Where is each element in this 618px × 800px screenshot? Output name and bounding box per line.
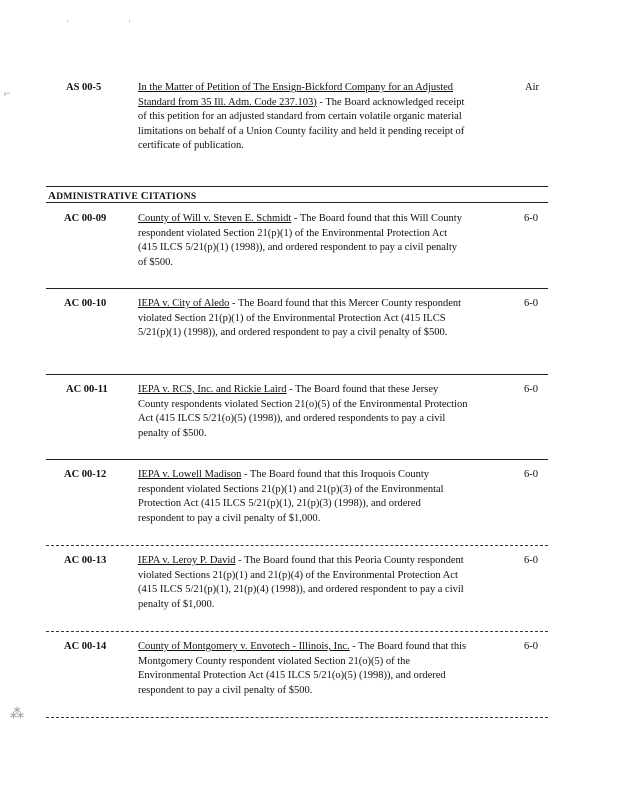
docket-number: AC 00-12 <box>64 469 107 480</box>
docket-number: AC 00-11 <box>66 384 108 395</box>
entry-separator <box>46 717 548 718</box>
docket-number: AS 00-5 <box>66 82 102 93</box>
docket-number: AC 00-09 <box>64 213 107 224</box>
case-summary: - The Board found that these Jersey County respondents violated Section 21(o)(5) of the Environmental Protection Act (415 ILCS 5/21(o)(5) (1998)), and ordered respondents to pay a civil penalty of $500. <box>138 384 468 439</box>
vote-result: 6-0 <box>524 469 538 480</box>
vote-result: 6-0 <box>524 641 538 652</box>
entry-description <box>138 383 468 441</box>
entry-separator <box>46 288 548 289</box>
case-summary: - The Board found that this Montgomery County respondent violated Section 21(o)(5) of the Environmental Protection Act (415 ILCS 5/21(o)(5) (1998)), and ordered respondent to pay a civil penalty of $500. <box>138 641 467 696</box>
section-rule-top <box>46 186 548 187</box>
vote-result: 6-0 <box>524 555 538 566</box>
scan-speck: ⌐ <box>4 86 11 100</box>
section-rule-bottom <box>46 202 548 203</box>
case-summary: - The Board found that this Peoria County respondent violated Sections 21(p)(1) and 21(p)(4) of the Environmental Protection Act (415 ILCS 5/21(p)(1), 21(p)(4) (1998)), and ordered respondent to pay a civil penalty of $1,000. <box>138 555 464 610</box>
case-caption: IEPA v. City of Aledo <box>138 298 230 309</box>
scan-speck: · <box>66 16 69 26</box>
entry-separator <box>46 631 548 632</box>
section-header-administrative-citations: ADMINISTRATIVE CITATIONS <box>48 190 197 202</box>
docket-number: AC 00-10 <box>64 298 107 309</box>
entry-separator <box>46 545 548 546</box>
case-summary: - The Board found that this Iroquois County respondent violated Sections 21(p)(1) and 21(p)(3) of the Environmental Protection Act (415 ILCS 5/21(p)(1), 21(p)(3) (1998)), and ordered respondent to pay a civil penalty of $1,000. <box>138 469 444 524</box>
case-caption: IEPA v. RCS, Inc. and Rickie Laird <box>138 384 287 395</box>
case-caption: County of Will v. Steven E. Schmidt <box>138 213 292 224</box>
case-caption: In the Matter of Petition of The Ensign-Bickford Company for an Adjusted Standard from 35 Ill. Adm. Code 237.103) <box>138 82 454 108</box>
entry-description <box>138 212 468 270</box>
case-summary: - The Board found that this Mercer County respondent violated Section 21(p)(1) of the Environmental Protection Act (415 ILCS 5/21(p)(1) (1998)), and ordered respondent to pay a civil penalty of $500. <box>138 298 462 339</box>
entry-description <box>138 297 468 341</box>
scan-speck: ⁂ <box>10 707 24 722</box>
case-caption: County of Montgomery v. Envotech - Illinois, Inc. <box>138 641 350 652</box>
case-caption: IEPA v. Lowell Madison <box>138 469 242 480</box>
entry-description <box>138 468 468 526</box>
vote-result: Air <box>525 82 539 93</box>
vote-result: 6-0 <box>524 298 538 309</box>
case-caption: IEPA v. Leroy P. David <box>138 555 236 566</box>
entry-description <box>138 640 468 698</box>
case-summary: - The Board acknowledged receipt of this petition for an adjusted standard from certain volatile organic material limitations on behalf of a Union County facility and held it pending receipt of certificate of publication. <box>138 96 465 152</box>
docket-number: AC 00-13 <box>64 555 107 566</box>
vote-result: 6-0 <box>524 384 538 395</box>
vote-result: 6-0 <box>524 213 538 224</box>
entry-description <box>138 554 468 612</box>
docket-number: AC 00-14 <box>64 641 107 652</box>
scan-speck: · <box>128 16 131 26</box>
entry-separator <box>46 374 548 375</box>
entry-description <box>138 81 468 154</box>
entry-separator <box>46 459 548 460</box>
case-summary: - The Board found that this Will County respondent violated Section 21(p)(1) of the Environmental Protection Act (415 ILCS 5/21(p)(1) (1998)), and ordered respondent to pay a civil penalty of $500. <box>138 213 462 268</box>
